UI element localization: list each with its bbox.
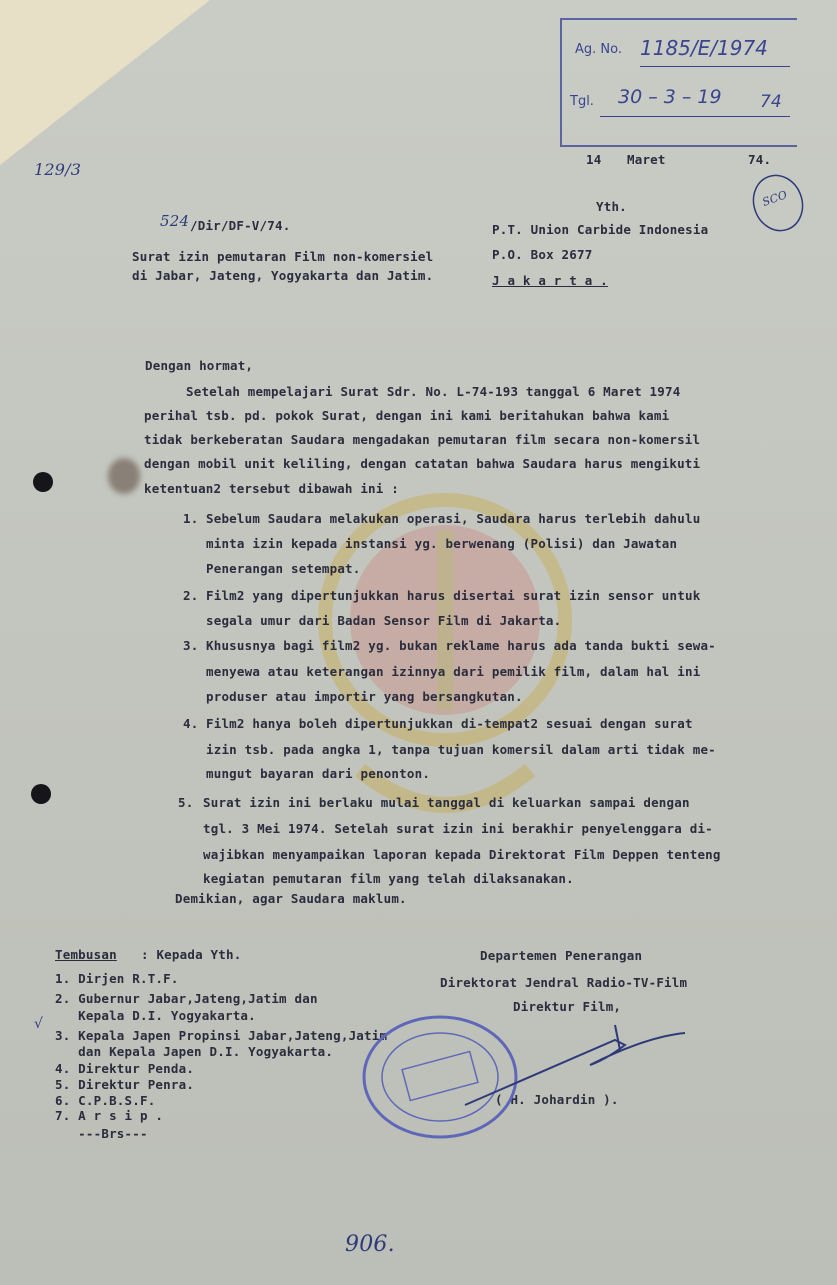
handwritten-signature-icon <box>455 1015 695 1115</box>
cc-item-2b: Kepala D.I. Yogyakarta. <box>55 1008 256 1023</box>
agenda-number-value: 1185/E/1974 <box>640 36 768 60</box>
cc-item-5: 5. Direktur Penra. <box>55 1077 195 1092</box>
signature-title: Direktur Film, <box>513 999 622 1014</box>
cc-item-1: 1. Dirjen R.T.F. <box>55 971 179 986</box>
subject-line-2: di Jabar, Jateng, Yogyakarta dan Jatim. <box>132 268 434 283</box>
item-1-line-3: Penerangan setempat. <box>206 561 361 576</box>
cc-item-4: 4. Direktur Penda. <box>55 1061 195 1076</box>
reference-number-typed: /Dir/DF-V/74. <box>190 218 291 233</box>
intro-line-2: perihal tsb. pd. pokok Surat, dengan ini kami beritahukan bahwa kami <box>144 408 670 423</box>
cc-item-7: 7. A r s i p . <box>55 1108 164 1123</box>
corner-initials-mark: SCO <box>760 188 790 209</box>
agenda-number-underline <box>640 66 790 67</box>
intro-line-4: dengan mobil unit keliling, dengan catatan bahwa Saudara harus mengikuti <box>144 456 701 471</box>
item-2-number: 2. <box>183 588 199 603</box>
cc-check-mark: √ <box>34 1016 44 1032</box>
item-5-number: 5. <box>178 795 194 810</box>
salutation: Dengan hormat, <box>145 358 254 373</box>
agenda-number-label: Ag. No. <box>575 42 622 57</box>
ink-smudge <box>108 458 140 494</box>
item-4-line-1: Film2 hanya boleh dipertunjukkan di-tempat2 sesuai dengan surat <box>206 716 693 731</box>
reference-number-hand: 524 <box>160 212 190 230</box>
item-4-line-3: mungut bayaran dari penonton. <box>206 766 431 781</box>
item-1-line-2: minta izin kepada instansi yg. berwenang (Polisi) dan Jawatan <box>206 536 678 551</box>
signature-name: ( H. Johardin ). <box>495 1092 619 1107</box>
footer-handwritten-number: 906. <box>345 1232 395 1257</box>
intro-line-3: tidak berkeberatan Saudara mengadakan pemutaran film secara non-komersil <box>144 432 701 447</box>
cc-item-3: 3. Kepala Japen Propinsi Jabar,Jateng,Jatim <box>55 1028 388 1043</box>
item-2-line-2: segala umur dari Badan Sensor Film di Jakarta. <box>206 613 562 628</box>
item-5-line-1: Surat izin ini berlaku mulai tanggal di keluarkan sampai dengan <box>203 795 690 810</box>
signature-directorate: Direktorat Jendral Radio-TV-Film <box>440 975 688 990</box>
folded-corner <box>0 0 210 165</box>
item-3-line-3: produser atau importir yang bersangkutan. <box>206 689 523 704</box>
recipient-box: P.O. Box 2677 <box>492 247 593 262</box>
cc-item-3b: dan Kepala Japen D.I. Yogyakarta. <box>55 1044 334 1059</box>
item-3-number: 3. <box>183 638 199 653</box>
circled-mark-icon <box>748 168 808 238</box>
item-3-line-2: menyewa atau keterangan izinnya dari pemilik film, dalam hal ini <box>206 664 701 679</box>
signature-department: Departemen Penerangan <box>480 948 643 963</box>
item-5-line-4: kegiatan pemutaran film yang telah dilaksanakan. <box>203 871 574 886</box>
cc-heading-suffix: : Kepada Yth. <box>141 947 242 962</box>
item-2-line-1: Film2 yang dipertunjukkan harus disertai surat izin sensor untuk <box>206 588 701 603</box>
agenda-date-label: Tgl. <box>570 94 594 109</box>
cc-item-2: 2. Gubernur Jabar,Jateng,Jatim dan <box>55 991 318 1006</box>
agenda-date-value: 30 – 3 – 19 <box>618 86 722 108</box>
letter-date-year: 74. <box>748 152 772 167</box>
cc-heading: Tembusan <box>55 947 117 962</box>
item-5-line-2: tgl. 3 Mei 1974. Setelah surat izin ini berakhir penyelenggara di- <box>203 821 713 836</box>
letter-date-month: Maret <box>627 152 666 167</box>
closing-line: Demikian, agar Saudara maklum. <box>175 891 407 906</box>
letter-date-day: 14 <box>586 152 602 167</box>
item-5-line-3: wajibkan menyampaikan laporan kepada Direktorat Film Deppen tenteng <box>203 847 721 862</box>
cc-item-6: 6. C.P.B.S.F. <box>55 1093 156 1108</box>
item-4-line-2: izin tsb. pada angka 1, tanpa tujuan komersil dalam arti tidak me- <box>206 742 716 757</box>
intro-line-5: ketentuan2 tersebut dibawah ini : <box>144 481 399 496</box>
subject-line-1: Surat izin pemutaran Film non-komersiel <box>132 249 434 264</box>
recipient-yth: Yth. <box>596 199 627 214</box>
punch-hole-top <box>33 472 53 492</box>
intro-line-1: Setelah mempelajari Surat Sdr. No. L-74-193 tanggal 6 Maret 1974 <box>186 384 681 399</box>
recipient-city: J a k a r t a . <box>492 273 608 288</box>
agenda-date-underline <box>600 116 790 117</box>
item-4-number: 4. <box>183 716 199 731</box>
recipient-name: P.T. Union Carbide Indonesia <box>492 222 709 237</box>
punch-hole-bottom <box>31 784 51 804</box>
item-1-number: 1. <box>183 511 199 526</box>
item-1-line-1: Sebelum Saudara melakukan operasi, Saudara harus terlebih dahulu <box>206 511 701 526</box>
agenda-date-suffix: 74 <box>760 92 782 112</box>
item-3-line-1: Khususnya bagi film2 yg. bukan reklame harus ada tanda bukti sewa- <box>206 638 716 653</box>
cc-typist-mark: ---Brs--- <box>55 1126 148 1141</box>
margin-note: 129/3 <box>34 160 82 179</box>
